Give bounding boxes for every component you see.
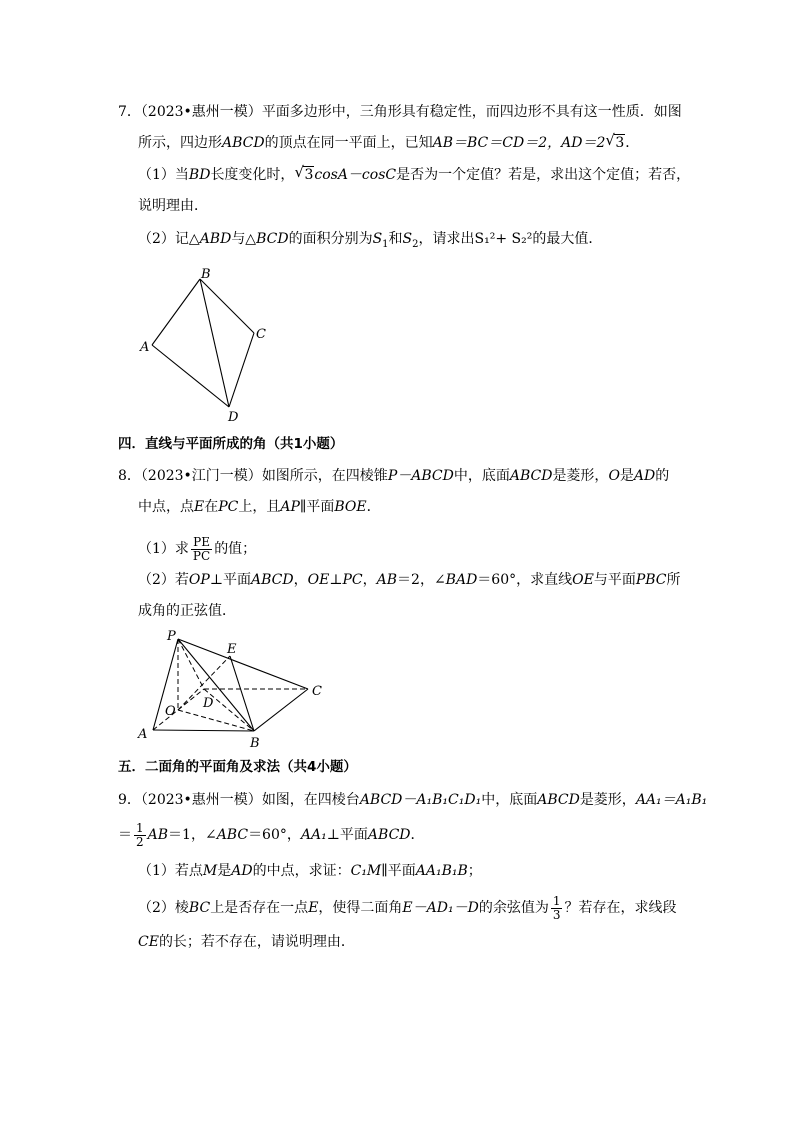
q9-fraction (134, 822, 146, 849)
q8-source: （2023•江门一模） (140, 468, 262, 484)
fraction-denominator: 2 (136, 834, 144, 849)
edge-cd (229, 333, 254, 407)
q8-part2 (138, 570, 681, 590)
q9-text: ？若存在，求线段 (564, 900, 677, 916)
q8-var: AB (376, 572, 398, 588)
q9-var: AA₁B₁B (415, 863, 468, 879)
q9-line2 (118, 820, 425, 850)
q9-text: 中，底面 (481, 792, 538, 808)
q7-number: 7． (118, 104, 141, 120)
q9-text: ∥平面 (381, 863, 416, 879)
q7-var: S (402, 231, 413, 247)
q8-text: ⊥ (329, 572, 343, 588)
q8-var: OP (188, 572, 210, 588)
q8-text: ， (362, 572, 377, 588)
q7-part2 (138, 229, 602, 255)
label-b: B (201, 267, 211, 282)
q9-text: ． (410, 827, 425, 843)
q8-var: AP (280, 499, 300, 515)
q7-text: 的面积分别为 (288, 231, 373, 247)
q7-var: S (372, 231, 383, 247)
q7-sqrt: √ 3 (294, 163, 314, 183)
q7-text: 所示，四边形 (138, 135, 222, 151)
q7-part1 (138, 165, 690, 185)
q7-sqrt: √ 3 (605, 131, 625, 151)
q7-text: （1）当 (138, 167, 189, 183)
edge-pb (178, 639, 254, 731)
q7-text: ，请求出 (418, 231, 475, 247)
q8-var: OE (572, 572, 594, 588)
q8-number: 8． (118, 468, 141, 484)
q9-var: E (308, 900, 319, 916)
label-e: E (227, 642, 237, 657)
edge-pd (178, 639, 204, 689)
q8-var: BAD (445, 572, 478, 588)
q8-text: 与平面 (593, 572, 636, 588)
q9-text: ＝60°， (248, 827, 301, 843)
q9-var: C₁M (350, 863, 382, 879)
q8-text: ∥平面 (299, 499, 335, 515)
q9-var: AB (147, 827, 169, 843)
q8-text: 中，底面 (453, 468, 510, 484)
label-d: D (203, 696, 214, 711)
q8-text: 是菱形， (552, 468, 609, 484)
q7-var: ABCD (222, 135, 265, 151)
q8-text: 是 (619, 468, 634, 484)
q7-sub: 2 (412, 238, 419, 250)
q8-text: 上，且 (238, 499, 281, 515)
q9-text: ⊥平面 (326, 827, 368, 843)
q8-text: ． (366, 499, 381, 515)
q9-text: ，使得二面角 (318, 900, 403, 916)
q9-number: 9． (118, 792, 141, 808)
label-o: O (165, 704, 176, 719)
q9-text: 如图，在四棱台 (261, 792, 360, 808)
q9-source: （2023•惠州一模） (140, 792, 262, 808)
q8-fraction (191, 536, 212, 563)
q7-quadrilateral-figure (130, 265, 280, 430)
q8-var: E (194, 499, 205, 515)
q8-var: BOE (334, 499, 367, 515)
q9-var: ABCD (537, 792, 580, 808)
label-p: P (167, 629, 176, 644)
q8-var: PC (218, 499, 239, 515)
q9-text: （2）棱 (138, 900, 189, 916)
q9-text: ； (467, 863, 482, 879)
q7-line2 (138, 133, 639, 153)
q7-text: ． (625, 135, 640, 151)
edge-ab (153, 730, 254, 731)
q9-var: ABCD (367, 827, 411, 843)
section-5-heading: 五．二面角的平面角及求法（共4小题） (118, 759, 357, 775)
label-c: C (256, 327, 266, 342)
q9-text: 上是否存在一点 (210, 900, 309, 916)
q9-text: 是菱形， (579, 792, 636, 808)
q8-part1 (138, 532, 256, 566)
q9-text: 是 (217, 863, 232, 879)
q8-var: ABCD (251, 572, 294, 588)
q7-expression: cosA－cosC (314, 167, 397, 183)
q8-text: ＝2，∠ (397, 572, 446, 588)
edge-bc (254, 689, 308, 731)
q8-text: 在 (204, 499, 219, 515)
q8-var: PBC (635, 572, 667, 588)
q9-text: 的中点，求证： (252, 863, 351, 879)
q9-part2-line2 (138, 932, 355, 952)
q7-text: 长度变化时， (210, 167, 295, 183)
q9-part2 (138, 891, 676, 925)
q9-text: ＝ (118, 827, 132, 843)
q9-var: ABC (216, 827, 249, 843)
label-c: C (312, 684, 322, 699)
q8-var: PC (342, 572, 363, 588)
q8-text: 所 (666, 572, 681, 588)
q8-text: 如图所示，在四棱锥 (261, 468, 388, 484)
label-a: A (140, 340, 150, 355)
q7-line1 (118, 102, 682, 122)
q9-var: CE (138, 934, 159, 950)
q7-text: 的顶点在同一平面上，已知 (264, 135, 433, 151)
q8-var: OE (307, 572, 330, 588)
edge-ab (152, 279, 200, 345)
q8-text: （1）求 (138, 541, 189, 557)
q7-var: BCD (256, 231, 289, 247)
label-d: D (228, 410, 239, 425)
q7-sub: 1 (382, 238, 389, 250)
q7-text: 平面多边形中，三角形具有稳定性，而四边形不具有这一性质．如图 (261, 104, 682, 120)
q9-var: ABCD－A₁B₁C₁D₁ (359, 792, 482, 808)
q8-text: 中点，点 (138, 499, 194, 515)
q9-line1 (118, 790, 707, 810)
q9-cos-fraction (551, 895, 563, 922)
q9-var: AA₁ (300, 827, 327, 843)
q9-var: E－AD₁－D (402, 900, 479, 916)
q8-var: AD (633, 468, 656, 484)
q9-text: 的余弦值为 (478, 900, 549, 916)
q8-pyramid-figure (130, 625, 340, 750)
q7-var: BD (188, 167, 211, 183)
q7-text: 与△ (231, 231, 257, 247)
q7-text: 的最大值． (532, 231, 603, 247)
fraction-denominator: PC (192, 548, 211, 563)
q9-text: （1）若点 (138, 863, 203, 879)
q8-text: （2）若 (138, 572, 189, 588)
q7-equation: AB＝BC＝CD＝2，AD＝2 (432, 135, 606, 151)
q7-text: 是否为一个定值？若是，求出这个定值；若否， (396, 167, 691, 183)
label-b: B (250, 736, 260, 751)
edge-pc (178, 639, 308, 689)
edge-ob (178, 710, 254, 731)
q7-var: ABD (199, 231, 232, 247)
q8-text: 的 (655, 468, 670, 484)
q7-text: 和 (388, 231, 403, 247)
q8-text: 的值； (214, 541, 257, 557)
q9-var: BC (188, 900, 211, 916)
q8-var: P－ABCD (387, 468, 454, 484)
q9-text: 的长；若不存在，请说明理由． (158, 934, 355, 950)
q8-line1 (118, 466, 669, 486)
q7-text: （2）记△ (138, 231, 200, 247)
q8-line2 (138, 497, 381, 517)
q9-var: M (202, 863, 218, 879)
q8-var: ABCD (509, 468, 553, 484)
q8-part2-line2: 成角的正弦值． (138, 603, 236, 619)
q9-part1 (138, 861, 482, 881)
fraction-numerator: 1 (136, 820, 144, 835)
q8-var: O (608, 468, 620, 484)
fraction-numerator: 1 (552, 893, 561, 908)
label-a: A (138, 727, 148, 742)
q7-part1-line2: 说明理由． (138, 198, 208, 214)
q7-expression: S₁²+ S₂² (474, 231, 533, 247)
q7-source: （2023•惠州一模） (140, 104, 262, 120)
section-4-heading: 四．直线与平面所成的角（共1小题） (118, 436, 344, 452)
fraction-denominator: 3 (552, 907, 561, 922)
q9-text: ＝1，∠ (168, 827, 217, 843)
fraction-numerator: PE (191, 536, 212, 550)
q8-text: ⊥平面 (209, 572, 251, 588)
q9-var: AD (231, 863, 253, 879)
q8-text: ＝60°，求直线 (477, 572, 573, 588)
q9-var: AA₁＝A₁B₁ (635, 792, 708, 808)
edge-bc (200, 279, 254, 333)
q8-text: ， (293, 572, 308, 588)
